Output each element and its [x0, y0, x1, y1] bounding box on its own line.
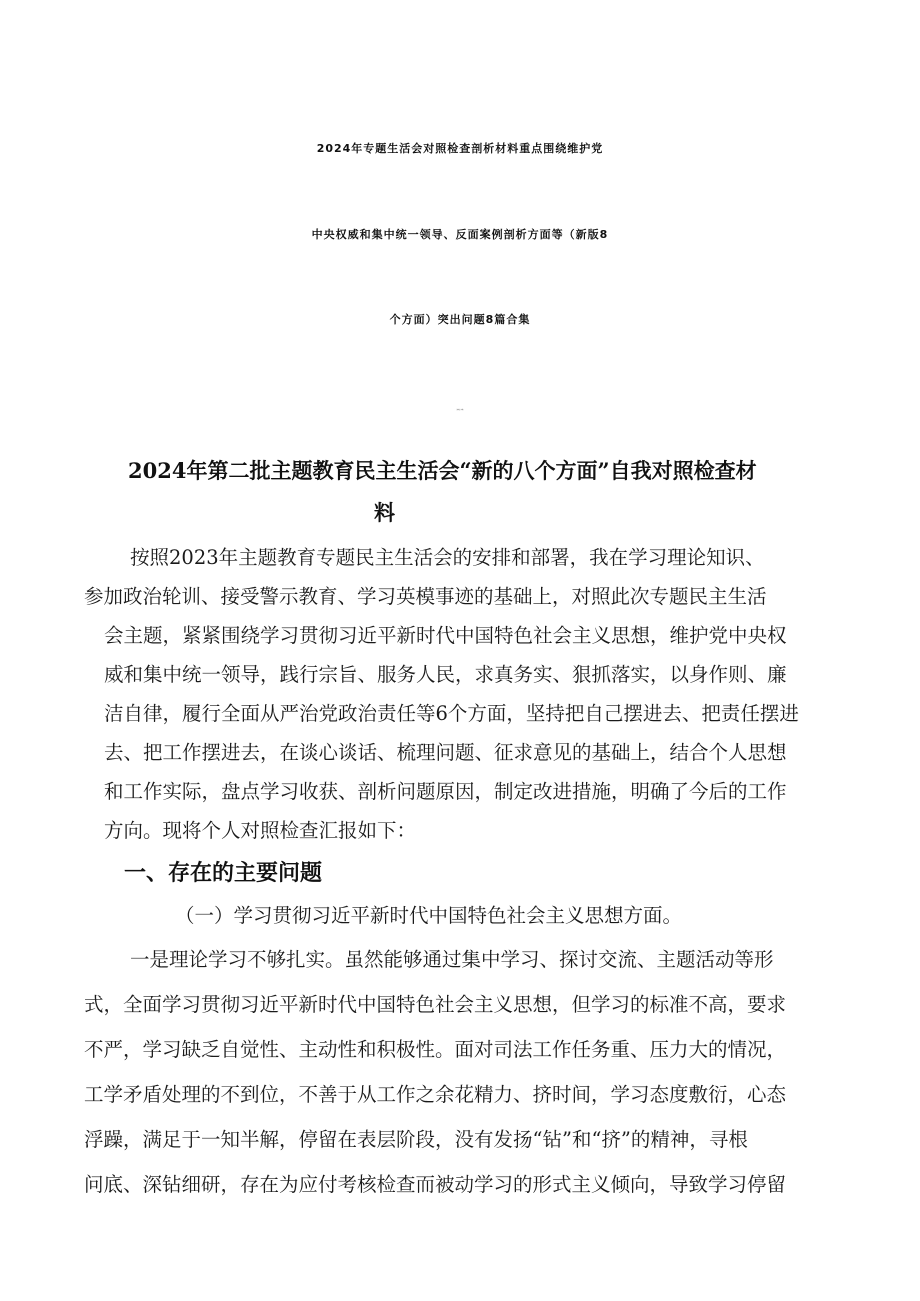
document-title-line-3: 个方面）突出问题8篇合集 [389, 313, 531, 326]
intro-line: 方向。现将个人对照检查汇报如下： [104, 819, 417, 842]
intro-line: 按照2023年主题教育专题民主生活会的安排和部署，我在学习理论知识、 [130, 546, 765, 569]
problem-line: 式，全面学习贯彻习近平新时代中国特色社会主义思想，但学习的标准不高，要求 [84, 993, 787, 1016]
problem-line: 问底、深钻细研，存在为应付考核检查而被动学习的形式主义倾向，导致学习停留 [84, 1173, 787, 1196]
intro-line: 去、把工作摆进去，在谈心谈话、梳理问题、征求意见的基础上，结合个人思想 [104, 741, 787, 764]
problem-line: 不严，学习缺乏自觉性、主动性和积极性。面对司法工作任务重、压力大的情况， [84, 1038, 787, 1061]
intro-line: 威和集中统一领导，践行宗旨、服务人民，求真务实、狠抓落实，以身作则、廉 [104, 663, 787, 686]
intro-line: 会主题，紧紧围绕学习贯彻习近平新时代中国特色社会主义思想，维护党中央权 [104, 624, 787, 647]
part-marker: 第1篇，共8篇 [456, 410, 464, 411]
document-title-line-1: 2024年专题生活会对照检查剖析材料重点围绕维护党 [316, 142, 604, 155]
section-subheading: （一）学习贯彻习近平新时代中国特色社会主义思想方面。 [175, 904, 683, 927]
problem-line: 一是理论学习不够扎实。虽然能够通过集中学习、探讨交流、主题活动等形 [130, 948, 774, 971]
intro-line: 和工作实际，盘点学习收获、剖析问题原因，制定改进措施，明确了今后的工作 [104, 780, 787, 803]
subtitle-line-1: 2024年第二批主题教育民主生活会“新的八个方面”自我对照检查材 [128, 458, 757, 483]
section-heading: 一、存在的主要问题 [124, 861, 323, 886]
intro-line: 参加政治轮训、接受警示教育、学习英模事迹的基础上，对照此次专题民主生活 [84, 585, 767, 608]
problem-line: 工学矛盾处理的不到位，不善于从工作之余花精力、挤时间，学习态度敷衍，心态 [84, 1083, 787, 1106]
subtitle-line-2: 料 [374, 500, 395, 525]
intro-line: 洁自律，履行全面从严治党政治责任等6个方面，坚持把自己摆进去、把责任摆进 [104, 702, 799, 725]
document-title-line-2: 中央权威和集中统一领导、反面案例剖析方面等（新版8 [311, 228, 609, 241]
problem-line: 浮躁，满足于一知半解，停留在表层阶段，没有发扬“钻”和“挤”的精神，寻根 [84, 1128, 748, 1151]
